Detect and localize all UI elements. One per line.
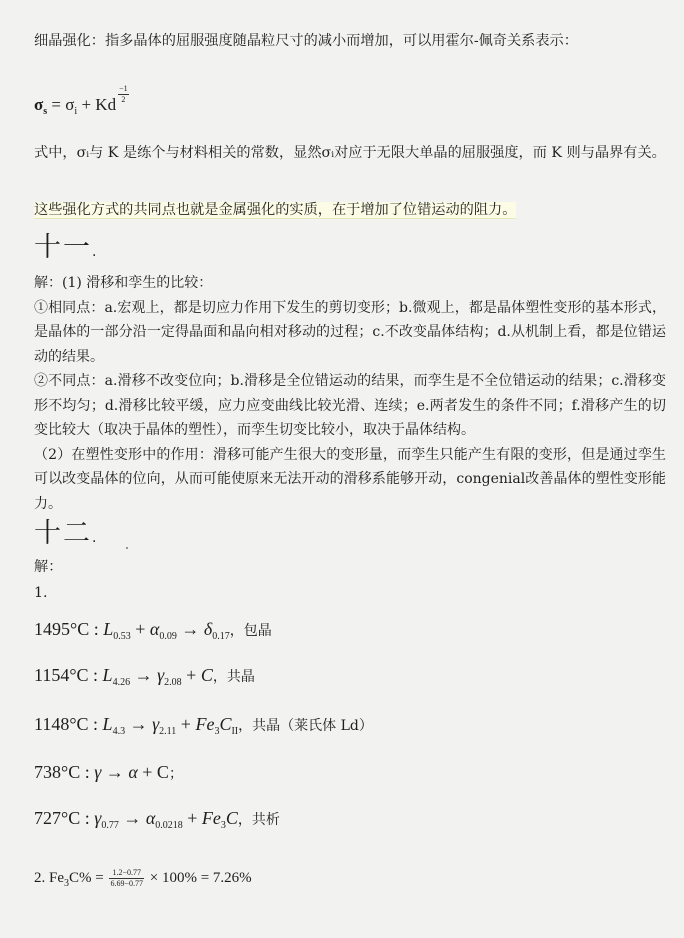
reaction-1148: 1148°C : $L_{4.3} \to \gamma_{2.11} + Fe_3C_{II}$，共晶（莱氏体 Ld） — [34, 714, 373, 737]
reaction-1495: 1495°C : $L_{0.53} + \alpha_{0.09} \to \delta_{0.17}$，包晶 — [34, 619, 272, 642]
exponent-fraction: $\frac{-1}{2}$ — [119, 84, 128, 104]
scan-speck — [126, 547, 128, 549]
reaction-1154: 1154°C : $L_{4.26} \to \gamma_{2.08} + C$，共晶 — [34, 665, 255, 688]
section-11-answer: 解：(1) 滑移和孪生的比较： ①相同点：a.宏观上，都是切应力作用下发生的剪切变形；b.微观上，都是晶体塑性变形的基本形式，是晶体的一部分沿一定得晶面和晶向相对移动的过程；c.不改变晶体结构；d.从机制上看，都是位错运动的结果。 ②不同点：a.滑移不改变位向；b.滑移是全位错运动的结果，而孪生是不全位错运动的结果；c.滑移变形不均匀；d.滑移比较平缓，应力应变曲线比较光滑、连续；e.两者发生的条件不同；f.滑移产生的切变比较大（取决于晶体的塑性），而孪生切变比较小，取决于晶体结构。 （2）在塑性变形中的作用：滑移可能产生很大的变形量，而孪生只能产生有限的变形，但是通过孪生可以改变晶体的位向，从而可能使原来无法开动的滑移系能够开动，congenial改善晶体的塑性变形能力。 — [34, 275, 666, 512]
section-12-jie: 解： — [34, 559, 63, 575]
formula-explanation: 式中，σᵢ与 K 是练个与材料相关的常数，显然σᵢ对应于无限大单晶的屈服强度，而 K 则与晶界有关。 — [34, 145, 666, 161]
item-1-label: 1. — [34, 585, 48, 601]
fe3c-percentage: 2. $Fe_3C\%$ = $\frac{1.2-0.77}{6.69-0.77}$ × 100% = 7.26% — [34, 868, 252, 889]
section-12-heading: 十二. — [34, 518, 99, 549]
sigma-s: σ — [34, 95, 44, 114]
reaction-727: 727°C : $\gamma_{0.77} \to \alpha_{0.0218} + Fe_3C$，共析 — [34, 808, 280, 831]
fraction: $\frac{1.2-0.77}{6.69-0.77}$ — [110, 868, 143, 889]
hall-petch-formula: $\sigma_s = \sigma_i + Kd$ $\frac{-1}{2}$ — [34, 84, 128, 117]
reaction-738: 738°C : γ → α + C； — [34, 762, 183, 782]
summary-line: 这些强化方式的共同点也就是金属强化的实质，在于增加了位错运动的阻力。 — [34, 202, 517, 218]
section-11-heading: 十一. — [34, 232, 99, 263]
intro-line: 细晶强化：指多晶体的屈服强度随晶粒尺寸的减小而增加，可以用霍尔-佩奇关系表示： — [34, 33, 578, 49]
